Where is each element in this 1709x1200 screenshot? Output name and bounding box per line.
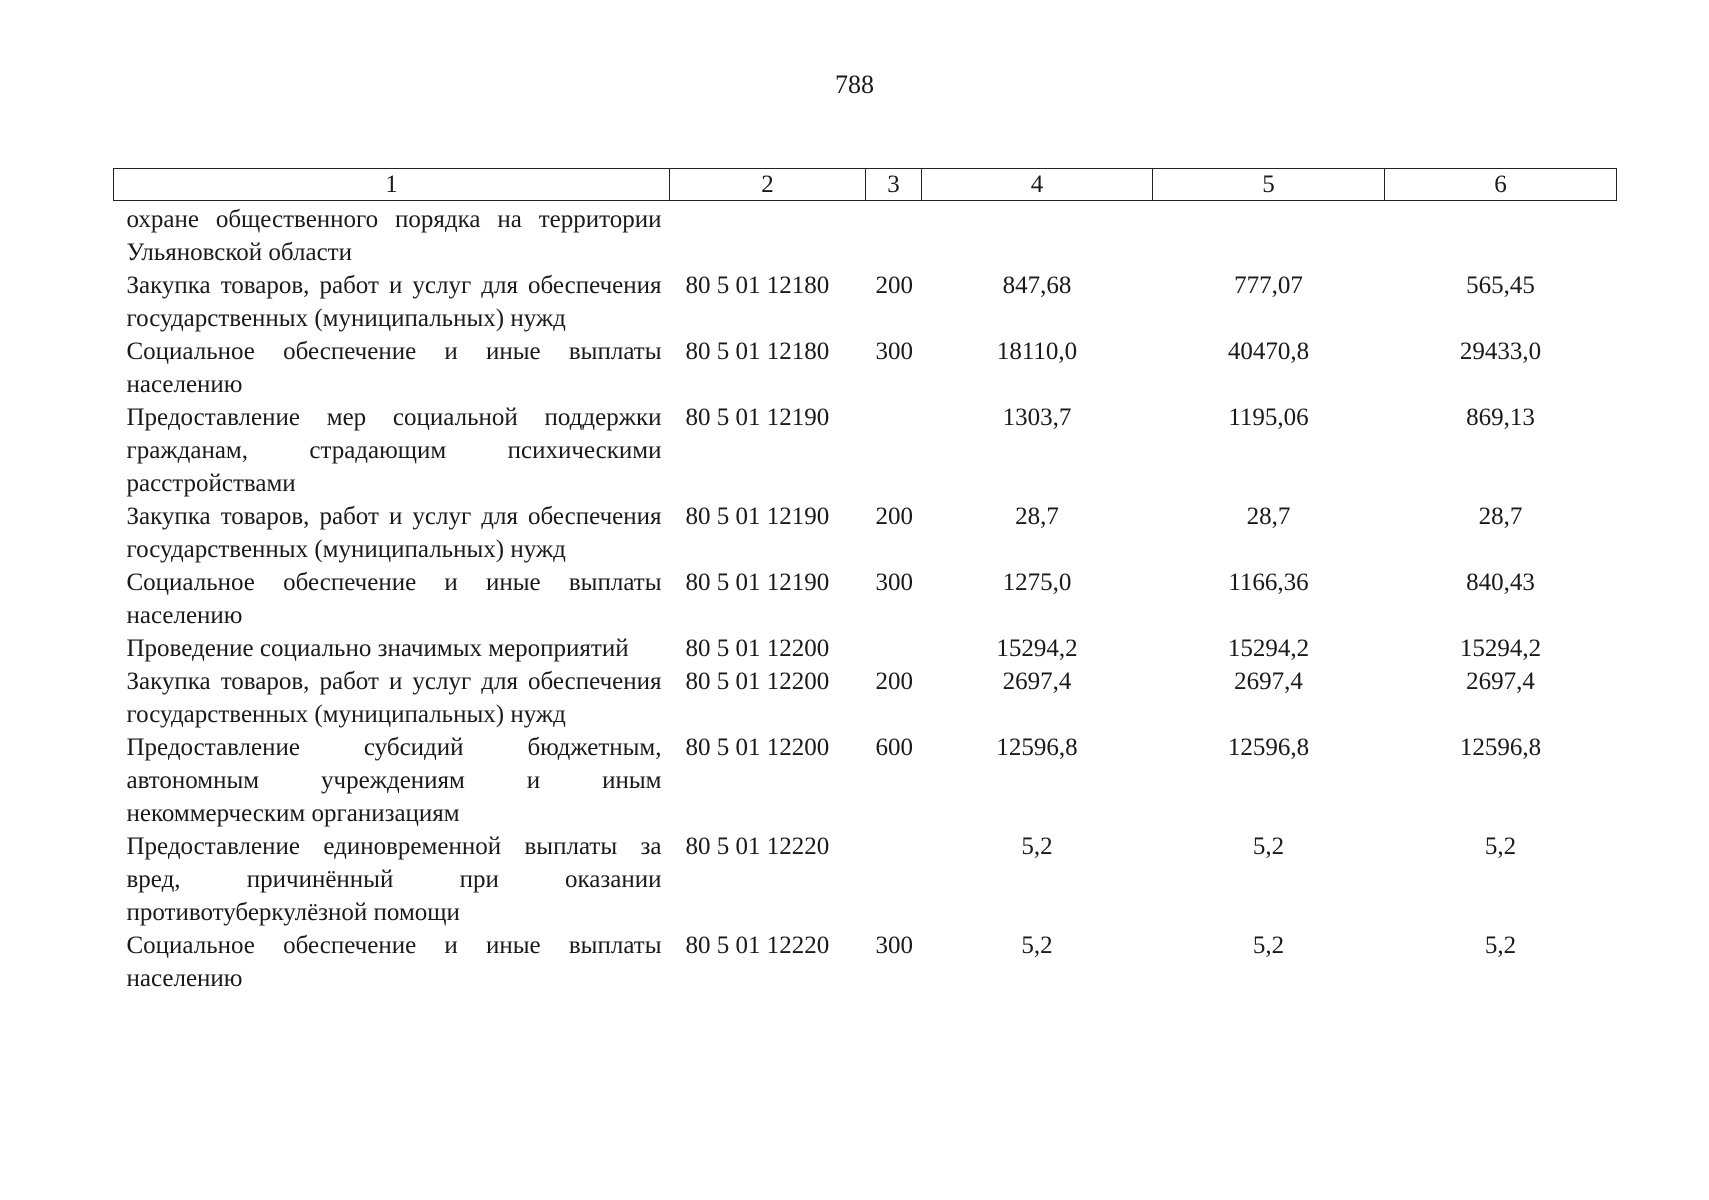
- row-value-col6-cell: 5,2: [1484, 833, 1517, 860]
- row-code-cell: 80 5 01 12190: [685, 503, 830, 530]
- row-value-col6-cell: 28,7: [1478, 503, 1523, 530]
- row-value-col5-cell: 2697,4: [1234, 668, 1303, 695]
- row-value-col4-cell: 15294,2: [996, 635, 1078, 662]
- row-type-cell: 600: [875, 734, 913, 761]
- row-value-col4-cell: 1275,0: [1002, 569, 1072, 596]
- row-code-cell: 80 5 01 12220: [685, 833, 830, 860]
- row-value-col6-cell: 840,43: [1466, 569, 1535, 596]
- column-header-1: 1: [114, 169, 670, 201]
- row-value-col4-cell: 847,68: [1002, 272, 1072, 299]
- row-type-cell: [866, 830, 922, 929]
- table-row: [114, 269, 1617, 335]
- table-row: [114, 401, 1617, 500]
- column-header-5: 5: [1153, 169, 1385, 201]
- table-row: [114, 929, 1617, 995]
- row-value-col6-cell: 5,2: [1484, 932, 1517, 959]
- table-row: [114, 335, 1617, 401]
- row-name-cell: охране общественного порядка на территории Ульяновской области: [126, 206, 662, 266]
- page-number: 788: [835, 70, 874, 99]
- row-value-col4-cell: [922, 201, 1153, 270]
- table-row: [114, 566, 1617, 632]
- row-type-cell: [866, 201, 922, 270]
- row-name-cell: Социальное обеспечение и иные выплаты населению: [126, 932, 662, 992]
- column-header-2: 2: [670, 169, 866, 201]
- row-value-col6-cell: 2697,4: [1466, 668, 1535, 695]
- row-value-col6-cell: 29433,0: [1459, 338, 1542, 365]
- row-value-col5-cell: 777,07: [1234, 272, 1303, 299]
- row-type-cell: 200: [875, 668, 913, 695]
- row-code-cell: [670, 201, 866, 270]
- row-value-col4-cell: 12596,8: [996, 734, 1078, 761]
- row-code-cell: 80 5 01 12200: [685, 635, 830, 662]
- row-name-cell: Предоставление субсидий бюджетным, автономным учреждениям и иным некоммерческим организациям: [126, 734, 662, 827]
- row-value-col6-cell: 15294,2: [1459, 635, 1542, 662]
- row-value-col6-cell: 565,45: [1466, 272, 1535, 299]
- row-value-col6-cell: 869,13: [1466, 404, 1535, 431]
- table-row: [114, 665, 1617, 731]
- row-name-cell: Социальное обеспечение и иные выплаты населению: [126, 338, 662, 398]
- row-value-col6-cell: [1385, 201, 1617, 270]
- row-value-col5-cell: 28,7: [1246, 503, 1291, 530]
- row-type-cell: [866, 632, 922, 665]
- row-value-col6-cell: 12596,8: [1459, 734, 1542, 761]
- row-value-col5-cell: 15294,2: [1227, 635, 1310, 662]
- row-name-cell: Предоставление мер социальной поддержки гражданам, страдающим психическими расстройствами: [126, 404, 662, 497]
- row-code-cell: 80 5 01 12200: [685, 668, 830, 695]
- column-header-6: 6: [1385, 169, 1617, 201]
- row-value-col4-cell: 5,2: [1021, 833, 1053, 860]
- row-code-cell: 80 5 01 12190: [685, 569, 830, 596]
- table-body: [114, 201, 1617, 996]
- row-value-col5-cell: 40470,8: [1227, 338, 1310, 365]
- row-type-cell: [866, 401, 922, 500]
- row-name-cell: Закупка товаров, работ и услуг для обеспечения государственных (муниципальных) нужд: [126, 272, 662, 332]
- row-name-cell: Социальное обеспечение и иные выплаты населению: [126, 569, 662, 629]
- row-value-col5-cell: 1195,06: [1228, 404, 1309, 431]
- row-value-col4-cell: 2697,4: [1002, 668, 1072, 695]
- row-code-cell: 80 5 01 12180: [685, 272, 830, 299]
- row-code-cell: 80 5 01 12180: [685, 338, 830, 365]
- row-name-cell: Предоставление единовременной выплаты за вред, причинённый при оказании противотуберкулёзной помощи: [126, 833, 662, 926]
- column-header-3: 3: [866, 169, 922, 201]
- table-row: [114, 201, 1617, 270]
- row-type-cell: 300: [875, 932, 913, 959]
- row-name-cell: Закупка товаров, работ и услуг для обеспечения государственных (муниципальных) нужд: [126, 503, 662, 563]
- table-row: [114, 830, 1617, 929]
- table-header-row: [114, 169, 1617, 201]
- column-header-4: 4: [922, 169, 1153, 201]
- table-row: [114, 731, 1617, 830]
- row-name-cell: Закупка товаров, работ и услуг для обеспечения государственных (муниципальных) нужд: [126, 668, 662, 728]
- row-type-cell: 300: [875, 569, 913, 596]
- row-type-cell: 200: [875, 272, 913, 299]
- table-row: [114, 632, 1617, 665]
- table-row: [114, 500, 1617, 566]
- row-value-col4-cell: 28,7: [1015, 503, 1059, 530]
- row-value-col5-cell: 1166,36: [1228, 569, 1309, 596]
- row-code-cell: 80 5 01 12200: [685, 734, 830, 761]
- row-value-col4-cell: 18110,0: [996, 338, 1078, 365]
- row-value-col4-cell: 5,2: [1021, 932, 1053, 959]
- row-value-col4-cell: 1303,7: [1002, 404, 1072, 431]
- row-value-col5-cell: 5,2: [1252, 932, 1285, 959]
- budget-table: [113, 168, 1617, 995]
- row-value-col5-cell: 12596,8: [1227, 734, 1310, 761]
- row-value-col5-cell: 5,2: [1252, 833, 1285, 860]
- row-code-cell: 80 5 01 12220: [685, 932, 830, 959]
- row-type-cell: 300: [875, 338, 913, 365]
- row-type-cell: 200: [875, 503, 913, 530]
- row-name-cell: Проведение социально значимых мероприятий: [126, 635, 629, 662]
- row-value-col5-cell: [1153, 201, 1385, 270]
- row-code-cell: 80 5 01 12190: [685, 404, 830, 431]
